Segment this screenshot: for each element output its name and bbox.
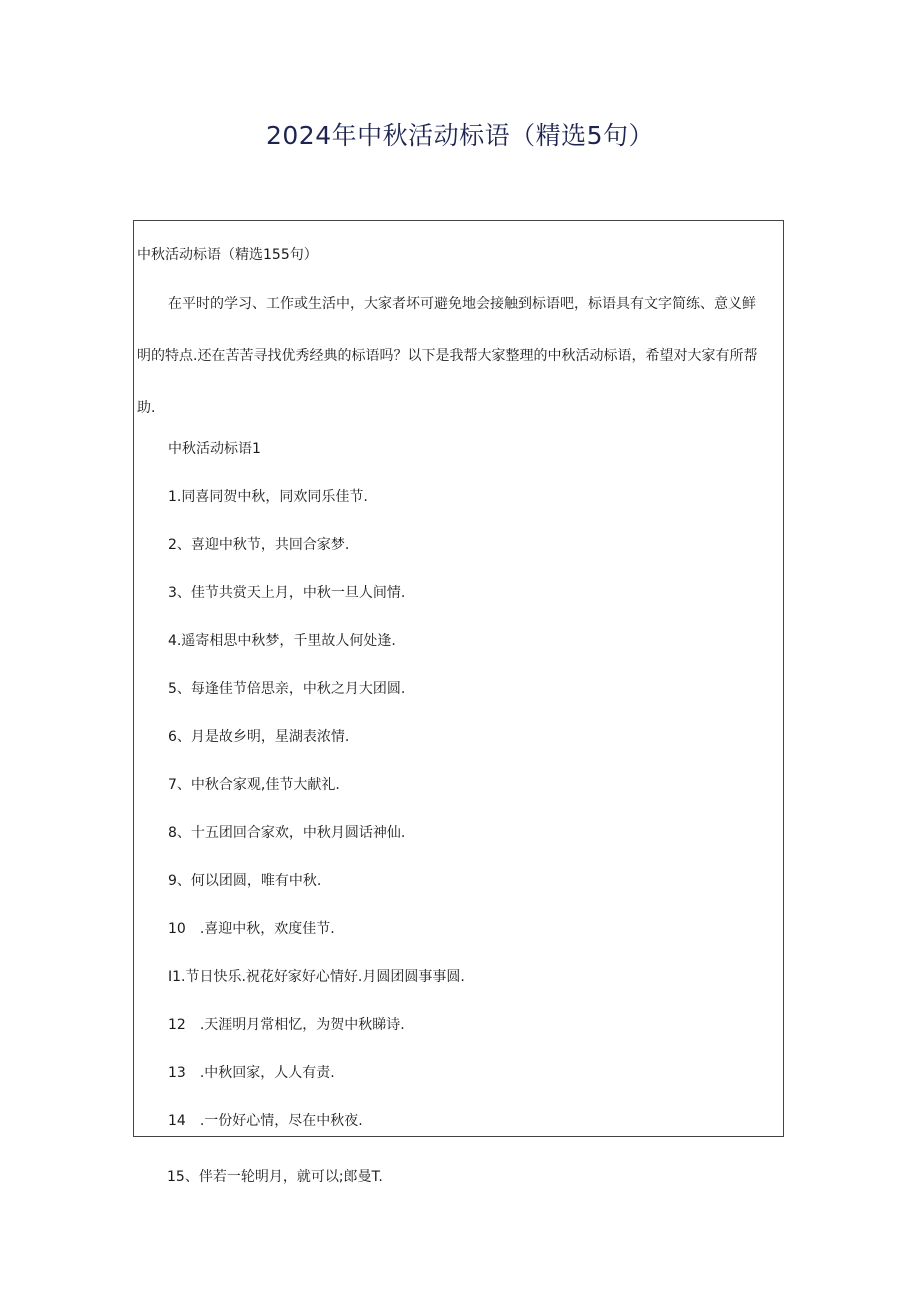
slogan-item: 6、月是故乡明，星湖表浓情. [168,729,350,745]
intro-line: 在平时的学习、工作或生活中，大家者坏可避免地会接触到标语吧，标语具有文字简练、意义鲜 [168,296,756,312]
content-box [133,220,784,1137]
intro-paragraph [137,291,781,447]
box-heading: 中秋活动标语（精选155句） [137,247,318,263]
slogan-item: 15、伴若一轮明月，就可以;郎曼T. [167,1169,383,1185]
slogan-item: 9、何以团圆，唯有中秋. [168,873,322,889]
slogan-item: 8、十五团回合家欢，中秋月圆话神仙. [168,825,406,841]
section-label: 中秋活动标语1 [168,441,261,457]
intro-line: 助. [137,400,156,416]
slogan-item: 5、每逢佳节倍思亲，中秋之月大团圆. [168,681,406,697]
slogan-item: 4.遥寄相思中秋梦，千里故人何处逢. [168,633,396,649]
slogan-item: I1.节日快乐.祝花好家好心情好.月圆团圆事事圆. [168,969,465,985]
intro-line: 明的特点.还在苦苦寻找优秀经典的标语吗？以下是我帮大家整理的中秋活动标语，希望对大家有所帮 [137,348,758,364]
slogan-item: 3、佳节共赏天上月，中秋一旦人间情. [168,585,406,601]
slogan-item: 13 .中秋回家，人人有责. [168,1065,335,1081]
slogan-item: 7、中秋合家观,佳节大献礼. [168,777,340,793]
slogan-item: 12 .天涯明月常相忆，为贺中秋睇诗. [168,1017,405,1033]
slogan-item: 10 .喜迎中秋，欢度佳节. [168,921,335,937]
slogan-item: 1.同喜同贺中秋，同欢同乐佳节. [168,489,368,505]
slogan-item: 14 .一份好心情，尽在中秋夜. [168,1113,363,1129]
slogan-item: 2、喜迎中秋节，共回合家梦. [168,537,350,553]
page-title: 2024年中秋活动标语（精选5句） [265,121,655,150]
